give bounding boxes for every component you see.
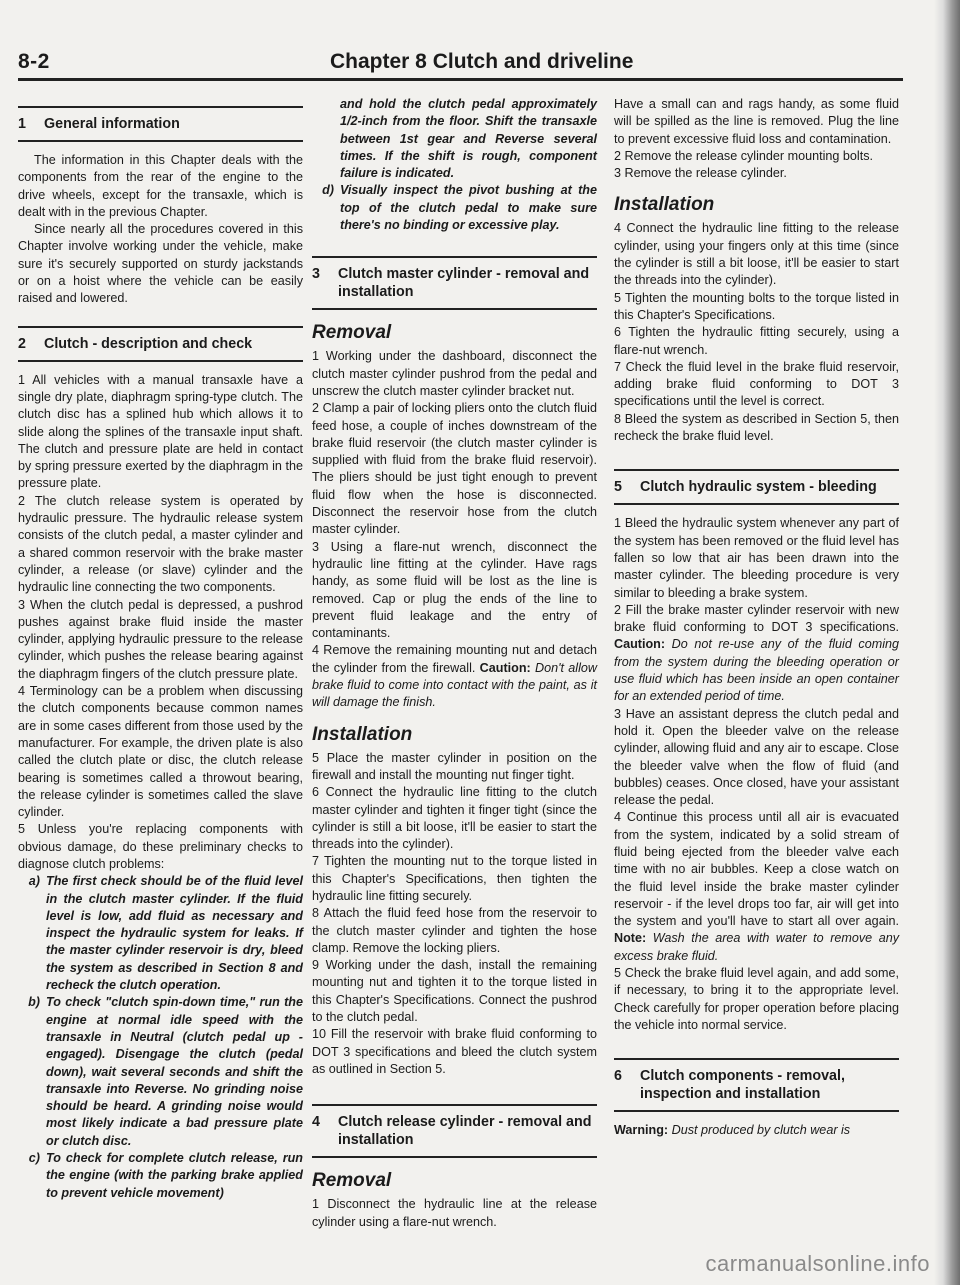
paragraph: Have a small can and rags handy, as some fluid will be spilled as the line is removed. Plug the line to prevent excessive fluid loss and contamination. — [614, 97, 899, 146]
section-number: 1 — [18, 116, 26, 132]
paragraph: 8 Bleed the system as described in Section 5, then recheck the brake fluid level. — [614, 411, 899, 444]
paragraph: 1 All vehicles with a manual transaxle have a single dry plate, diaphragm spring-type clutch. The clutch disc has a splined hub which allows it to slide along the splines of the transaxle input shaft. The clutch and pressure plate are held in contact by spring pressure exerted by the diaphragm in the pressure plate. — [18, 372, 303, 491]
paragraph — [614, 809, 899, 965]
paragraph: 3 Remove the release cylinder. — [614, 166, 787, 181]
page-number: 8-2 — [18, 50, 50, 73]
list-item — [312, 96, 597, 182]
note-text: Wash the area with water to remove any excess brake fluid. — [614, 931, 900, 963]
paragraph: 1 Bleed the hydraulic system whenever any part of the system has been removed or the fluid level has fallen so low that air has been drawn into the master cylinder. The bleeding procedure is very similar to bleeding a brake system. — [614, 516, 899, 600]
section-title: Clutch master cylinder - removal and installation — [338, 266, 590, 301]
paragraph: 3 When the clutch pedal is depressed, a pushrod pushes against brake fluid inside the master cylinder, applying hydraulic pressure to the release cylinder, which pushes the release bearing against the diaphragm fingers of the clutch pressure plate. — [18, 597, 303, 681]
caution-text: Do not re-use any of the fluid coming from the system during the bleeding operation or use fluid which has been inside an open container for an extended period of time. — [614, 637, 900, 704]
paragraph: 3 Have an assistant depress the clutch pedal and hold it. Open the bleeder valve on the release cylinder, allowing fluid and any air to escape. Close the bleeder valve when the flow of fluid (and bubbles) ceases. Once closed, have your assistant release the pedal. — [614, 706, 899, 808]
paragraph: The information in this Chapter deals with the components from the rear of the engine to the drive wheels, except for the transaxle, which is dealt with in the previous Chapter. — [18, 153, 303, 219]
list-text: Visually inspect the pivot bushing at the top of the clutch pedal to make sure there's no binding or excessive play. — [340, 183, 597, 233]
subheading-installation: Installation — [312, 723, 413, 745]
section-title: General information — [44, 116, 180, 132]
subheading-removal: Removal — [312, 1170, 392, 1192]
list-text: and hold the clutch pedal approximately 1/2-inch from the floor. Shift the transaxle between 1st gear and Reverse several times. If the shift is rough, component failure is indicated. — [340, 97, 597, 181]
list-text: To check for complete clutch release, run the engine (with the parking brake applied to prevent vehicle movement) — [46, 1151, 303, 1200]
paragraph: 1 Disconnect the hydraulic line at the release cylinder using a flare-nut wrench. — [312, 1197, 597, 1229]
paragraph: 5 Place the master cylinder in position on the firewall and install the mounting nut finger tight. — [312, 750, 597, 782]
paragraph: 3 Using a flare-nut wrench, disconnect the hydraulic line fitting at the cylinder. Have rags handy, as some fluid will be lost as the line is removed. Cap or plug the ends of the line to prevent fluid leakage and the entry of contaminants. — [312, 539, 597, 641]
section-heading — [614, 1058, 899, 1112]
paragraph: 5 Tighten the mounting bolts to the torque listed in this Chapter's Specifications. — [614, 290, 899, 322]
list-item — [312, 182, 597, 234]
section-number: 6 — [614, 1068, 622, 1085]
paragraph: 7 Check the fluid level in the brake fluid reservoir, adding brake fluid conforming to DOT 3 specifications until the level is correct. — [614, 359, 899, 409]
section-number: 5 — [614, 479, 622, 496]
section-heading — [312, 256, 597, 310]
column-middle — [312, 96, 597, 1231]
paragraph: 7 Tighten the mounting nut to the torque listed in this Chapter's Specifications, then tighten the hydraulic line fitting securely. — [312, 854, 597, 903]
paragraph: 4 Terminology can be a problem when discussing the clutch components because common names are in some cases different from those used by the manufacturer. For example, the driven plate is also called the clutch plate or disc, the clutch release bearing is sometimes called a throwout bearing, the release cylinder is sometimes called the slave cylinder. — [18, 684, 303, 820]
note-label: Note: — [614, 931, 647, 946]
list-tag: d) — [322, 183, 334, 198]
section-number: 2 — [18, 335, 26, 352]
paragraph-text: 4 Continue this process until all air is evacuated from the system, indicated by a solid stream of fluid being ejected from the bleeder valve each time with no air bubbles. Keep a close watch on the fluid level inside the brake master cylinder reservoir - if the level drops too far, air will get into the system and you'll have to start all over again. — [614, 810, 899, 929]
caution-text: Don't allow brake fluid to come into contact with the paint, as it will damage the finish. — [312, 660, 597, 710]
section-heading — [18, 326, 303, 362]
subheading-installation: Installation — [614, 194, 715, 216]
paragraph-text: 2 Fill the brake master cylinder reservoir with new brake fluid conforming to DOT 3 specifications. — [614, 602, 899, 635]
paragraph: 2 The clutch release system is operated by hydraulic pressure. The hydraulic release system consists of the clutch pedal, a master cylinder and a shared common reservoir with the brake master cylinder, a release (or slave) cylinder and the hydraulic line connecting the two components. — [18, 493, 303, 595]
book-spine-shadow — [934, 0, 960, 1285]
list-text: The first check should be of the fluid level in the clutch master cylinder. If the fluid level is low, add fluid as necessary and inspect the hydraulic system for leaks. If the master cylinder reservoir is dry, bleed the system as described in Section 8 and recheck the clutch operation. — [46, 874, 303, 993]
list-tag: b) — [28, 995, 40, 1010]
section-heading — [312, 1104, 597, 1158]
warning-text: Dust produced by clutch wear is — [671, 1123, 851, 1138]
paragraph: 2 Clamp a pair of locking pliers onto the clutch fluid feed hose, a couple of inches downstream of the brake fluid reservoir (the clutch master cylinder is supplied with fluid from the brake fluid reservoir). The pliers should be just tight enough to prevent fluid flow when the hose is disconnected. Disconnect the reservoir hose from the clutch master cylinder. — [312, 401, 597, 537]
chapter-title: Chapter 8 Clutch and driveline — [330, 50, 634, 73]
section-heading — [18, 106, 303, 142]
column-left — [18, 96, 303, 1202]
section-title: Clutch release cylinder - removal and installation — [338, 1114, 592, 1149]
paragraph: 2 Remove the release cylinder mounting bolts. — [614, 148, 874, 163]
paragraph: 8 Attach the fluid feed hose from the reservoir to the clutch master cylinder and tighten the hose clamp. Remove the locking pliers. — [312, 906, 597, 955]
section-title: Clutch components - removal, inspection and installation — [640, 1068, 845, 1103]
paragraph-text: 4 Remove the remaining mounting nut and detach the cylinder from the firewall. — [312, 643, 597, 675]
paragraph — [312, 642, 597, 711]
section-title: Clutch - description and check — [44, 335, 253, 352]
paragraph: 6 Tighten the hydraulic fitting securely, using a flare-nut wrench. — [614, 325, 899, 357]
list-tag: a) — [28, 874, 40, 889]
subheading-removal: Removal — [312, 322, 392, 344]
caution-label: Caution: — [479, 660, 531, 675]
section-number: 4 — [312, 1114, 320, 1131]
column-right — [614, 96, 899, 1140]
paragraph: 5 Unless you're replacing components with obvious damage, do these preliminary checks to diagnose clutch problems: — [18, 822, 303, 871]
paragraph: 9 Working under the dash, install the remaining mounting nut and tighten it to the torque listed in this Chapter's Specifications. Connect the pushrod to the clutch pedal. — [312, 958, 597, 1025]
section-title: Clutch hydraulic system - bleeding — [640, 479, 877, 496]
section-heading — [614, 469, 899, 505]
list-item — [18, 1150, 303, 1202]
paragraph: 6 Connect the hydraulic line fitting to the clutch master cylinder and tighten it finger tight (since the cylinder is still a bit loose, it'll be easier to start the threads into the cylinder). — [312, 785, 597, 852]
paragraph: Since nearly all the procedures covered in this Chapter involve working under the vehicle, make sure it's securely supported on sturdy jackstands or on a hoist where the vehicle can be easily raised and lowered. — [18, 222, 303, 306]
paragraph: 10 Fill the reservoir with brake fluid conforming to DOT 3 specifications and bleed the clutch system as outlined in Section 5. — [312, 1027, 597, 1076]
watermark: carmanualsonline.info — [705, 1251, 930, 1276]
paragraph: 4 Connect the hydraulic line fitting to the release cylinder, using your fingers only at this time (since the cylinder is still a bit loose, it'll be easier to start the threads into the cylinder). — [614, 221, 899, 288]
section-number: 3 — [312, 266, 320, 283]
list-item — [18, 873, 303, 994]
paragraph: 1 Working under the dashboard, disconnect the clutch master cylinder pushrod from the pedal and unscrew the clutch master cylinder bracket nut. — [312, 349, 597, 398]
list-item — [18, 994, 303, 1150]
caution-label: Caution: — [614, 637, 666, 652]
paragraph: 5 Check the brake fluid level again, and add some, if necessary, to bring it to the appropriate level. Check carefully for proper operation before placing the vehicle into normal service. — [614, 966, 899, 1032]
list-text: To check "clutch spin-down time," run the engine at normal idle speed with the transaxle in Neutral (clutch pedal up - engaged). Disengage the clutch (pedal down), wait several seconds and shift the transaxle into Reverse. No grinding noise should be heard. A grinding noise would most likely indicate a bad pressure plate or clutch disc. — [46, 995, 303, 1148]
warning-label: Warning: — [614, 1123, 669, 1138]
paragraph — [614, 1122, 899, 1139]
header-rule — [18, 78, 903, 81]
paragraph — [614, 602, 899, 706]
list-tag: c) — [28, 1151, 40, 1166]
